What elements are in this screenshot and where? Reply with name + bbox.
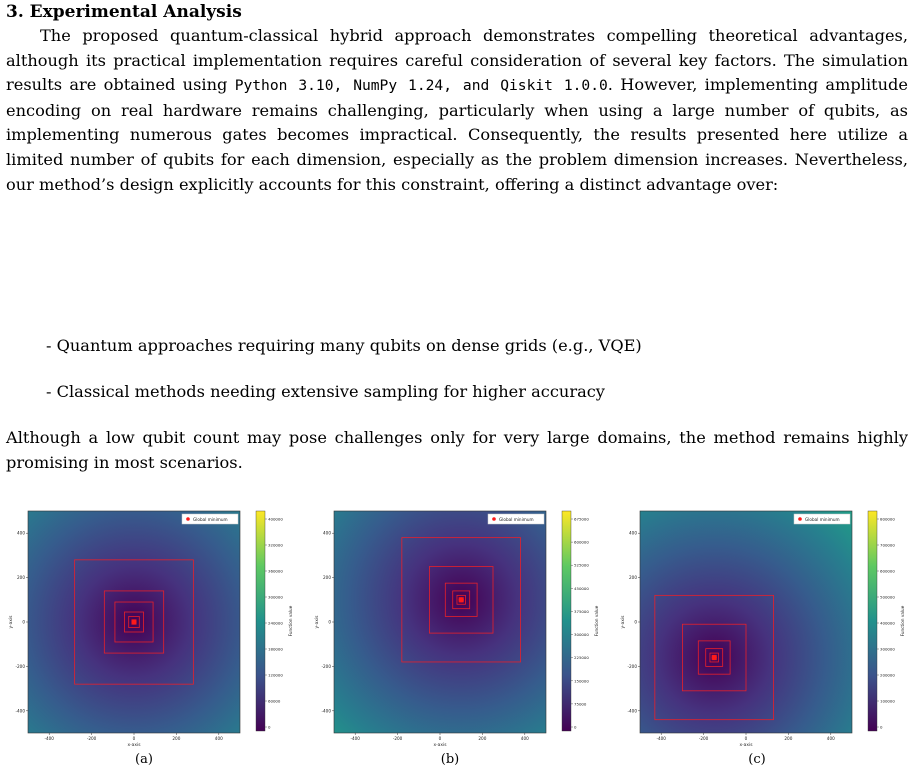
colorbar-tick-label: 525000 bbox=[574, 562, 589, 568]
x-tick-label: 0 bbox=[438, 736, 442, 741]
colorbar bbox=[562, 511, 571, 731]
colorbar-tick-label: 800000 bbox=[880, 516, 895, 522]
legend-marker bbox=[186, 517, 190, 521]
y-tick-label: 0 bbox=[22, 619, 25, 625]
x-tick-label: -400 bbox=[44, 736, 54, 741]
x-tick-label: 400 bbox=[214, 736, 223, 741]
global-minimum-marker bbox=[459, 597, 464, 602]
colorbar-tick-label: 100000 bbox=[880, 698, 895, 704]
colorbar-tick-label: 400000 bbox=[880, 620, 895, 626]
y-tick-label: 400 bbox=[629, 530, 637, 536]
colorbar-tick-label: 225000 bbox=[574, 655, 589, 661]
x-tick-label: 400 bbox=[520, 736, 529, 741]
colorbar-tick-label: 300000 bbox=[268, 594, 283, 600]
colorbar-tick-label: 360000 bbox=[268, 568, 283, 574]
colorbar-tick-label: 375000 bbox=[574, 608, 589, 614]
y-tick-label: 200 bbox=[323, 575, 331, 581]
x-tick-label: -400 bbox=[350, 736, 360, 741]
caption-a: (a) bbox=[135, 752, 153, 767]
x-tick-label: 0 bbox=[132, 736, 136, 741]
x-tick-label: -400 bbox=[656, 736, 666, 741]
y-tick-label: -200 bbox=[15, 663, 25, 669]
y-tick-label: 200 bbox=[629, 575, 637, 581]
colorbar-tick-label: 700000 bbox=[880, 542, 895, 548]
colorbar-tick-label: 600000 bbox=[880, 568, 895, 574]
x-tick-label: 400 bbox=[826, 736, 835, 741]
y-tick-label: 400 bbox=[17, 530, 25, 536]
colorbar-label: Function value bbox=[594, 605, 599, 637]
colorbar-tick-label: 0 bbox=[880, 724, 883, 730]
colorbar-tick-label: 0 bbox=[574, 724, 577, 730]
colorbar-tick-label: 400000 bbox=[268, 516, 283, 522]
colorbar-tick-label: 450000 bbox=[574, 585, 589, 591]
colorbar-label: Function value bbox=[288, 605, 293, 637]
figure-c bbox=[618, 507, 910, 751]
paragraph-text-2: . However, implementing amplitude encoding on real hardware remains challenging, particularly when using a large number of qubits, as implementing numerous gates becomes impractical. Consequently, the results presented here utilize a limited number of qubits for each dimension, especially as the problem dimension increases. Nevertheless, our method’s design explicitly accounts for this constraint, offering a distinct advantage over: bbox=[6, 75, 908, 194]
colorbar-tick-label: 300000 bbox=[574, 632, 589, 638]
colorbar-tick-label: 240000 bbox=[268, 620, 283, 626]
legend-label: Global minimum bbox=[499, 517, 534, 522]
heatmap-figure-a bbox=[6, 507, 296, 747]
colorbar-tick-label: 675000 bbox=[574, 516, 589, 522]
paragraph-text-1: The proposed quantum-classical hybrid approach demonstrates compelling theoretical advantages, although its practical implementation requires careful consideration of several key factors. The simulation results are obtained using bbox=[6, 26, 908, 95]
y-tick-label: -400 bbox=[321, 708, 331, 714]
colorbar-tick-label: 600000 bbox=[574, 539, 589, 545]
x-tick-label: -200 bbox=[392, 736, 403, 741]
legend-marker bbox=[492, 517, 496, 521]
legend-label: Global minimum bbox=[805, 517, 840, 522]
paragraph-conclusion: Although a low qubit count may pose challenges only for very large domains, the method remains highly promising in most scenarios. bbox=[6, 428, 908, 472]
software-versions-code: Python 3.10, NumPy 1.24, and Qiskit 1.0.0 bbox=[234, 77, 608, 95]
colorbar-tick-label: 60000 bbox=[268, 698, 281, 704]
y-axis-label: y-axis bbox=[621, 615, 626, 629]
y-axis-label: y-axis bbox=[9, 615, 14, 629]
y-tick-label: 200 bbox=[17, 575, 25, 581]
y-tick-label: -400 bbox=[627, 708, 637, 714]
y-tick-label: 0 bbox=[634, 619, 637, 625]
x-tick-label: -200 bbox=[86, 736, 97, 741]
x-axis-label: x-axis bbox=[127, 743, 141, 747]
heatmap-figure-c bbox=[618, 507, 910, 747]
y-tick-label: -200 bbox=[321, 663, 331, 669]
colorbar-tick-label: 180000 bbox=[268, 646, 283, 652]
caption-b: (b) bbox=[440, 752, 460, 767]
figure-a bbox=[6, 507, 296, 751]
x-axis-label: x-axis bbox=[739, 743, 753, 747]
y-tick-label: 400 bbox=[323, 530, 331, 536]
colorbar-tick-label: 320000 bbox=[268, 542, 283, 548]
bullet-item-quantum: - Quantum approaches requiring many qubits on dense grids (e.g., VQE) bbox=[46, 336, 642, 355]
x-tick-label: 0 bbox=[744, 736, 748, 741]
colorbar bbox=[868, 511, 877, 731]
global-minimum-marker bbox=[712, 655, 717, 660]
caption-c: (c) bbox=[748, 752, 766, 767]
global-minimum-marker bbox=[131, 619, 136, 624]
paragraph-experimental-setup bbox=[6, 24, 908, 197]
y-tick-label: -400 bbox=[15, 708, 25, 714]
colorbar bbox=[256, 511, 265, 731]
colorbar-tick-label: 300000 bbox=[880, 646, 895, 652]
colorbar-tick-label: 0 bbox=[268, 724, 271, 730]
y-tick-label: -200 bbox=[627, 663, 637, 669]
heatmap-figure-b bbox=[312, 507, 602, 747]
colorbar-tick-label: 500000 bbox=[880, 594, 895, 600]
x-tick-label: 200 bbox=[784, 736, 793, 741]
colorbar-tick-label: 150000 bbox=[574, 678, 589, 684]
x-tick-label: 200 bbox=[478, 736, 487, 741]
heatmap-surface bbox=[334, 511, 546, 733]
y-axis-label: y-axis bbox=[315, 615, 320, 629]
colorbar-label: Function value bbox=[900, 605, 905, 637]
x-tick-label: -200 bbox=[698, 736, 709, 741]
section-title: 3. Experimental Analysis bbox=[6, 2, 242, 22]
x-axis-label: x-axis bbox=[433, 743, 447, 747]
heatmap-surface bbox=[640, 511, 852, 733]
x-tick-label: 200 bbox=[172, 736, 181, 741]
y-tick-label: 0 bbox=[328, 619, 331, 625]
legend-label: Global minimum bbox=[193, 517, 228, 522]
colorbar-tick-label: 75000 bbox=[574, 701, 587, 707]
figure-b bbox=[312, 507, 602, 751]
legend-marker bbox=[798, 517, 802, 521]
colorbar-tick-label: 120000 bbox=[268, 672, 283, 678]
bullet-item-classical: - Classical methods needing extensive sampling for higher accuracy bbox=[46, 382, 605, 401]
colorbar-tick-label: 200000 bbox=[880, 672, 895, 678]
